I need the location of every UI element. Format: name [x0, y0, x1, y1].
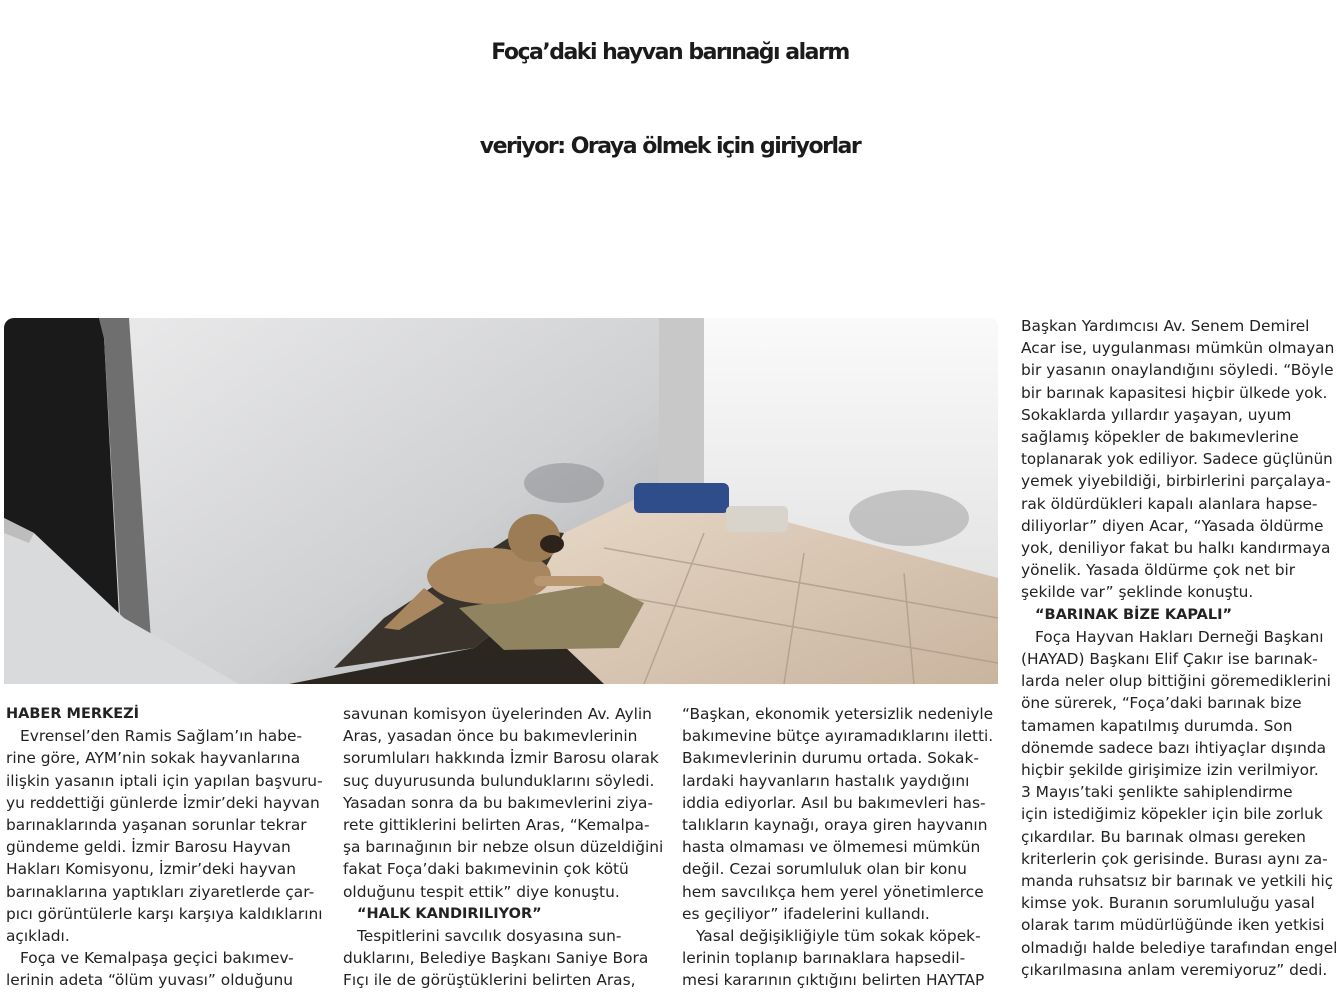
text-line: kimse yok. Buranın sorumluluğu yasal — [1021, 894, 1315, 913]
text-line: Foça ve Kemalpaşa geçici bakımev- — [20, 949, 294, 968]
column-4-text-a — [1021, 315, 1337, 604]
text-line: pıcı görüntülerle karşı karşıya kaldıklarını — [6, 904, 323, 923]
text-line: lerinin adeta “ölüm yuvası” olduğunu — [6, 971, 294, 990]
text-line: yok, deniliyor fakat bu halkı kandırmaya — [1021, 539, 1331, 558]
text-line: talıkların kaynağı, oraya giren hayvanın — [682, 816, 988, 835]
text-line: es geçiliyor” ifadelerini kullandı. — [682, 904, 930, 923]
column-1 — [6, 703, 326, 992]
text-line: rete gittiklerini belirten Aras, “Kemalpa- — [343, 816, 650, 835]
column-3-text — [682, 703, 1002, 992]
text-line: çıkardılar. Bu barınak olması gereken — [1021, 827, 1306, 846]
text-line: Hakları Komisyonu, İzmir’deki hayvan — [6, 860, 296, 879]
text-line: larda neler olup bittiğini göremediklerini — [1021, 672, 1331, 691]
text-line: olmadığı halde belediye tarafından engel — [1021, 938, 1338, 957]
text-line: iddia ediyorlar. Asıl bu bakımevleri has- — [682, 793, 986, 812]
text-line: olarak tarım müdürlüğünde iken yetkisi — [1021, 916, 1325, 935]
text-line: suç duyurusunda bulunduklarını söyledi. — [343, 771, 655, 790]
text-line: manda ruhsatsız bir barınak ve yetkili hiç — [1021, 872, 1333, 891]
column-2-text-b — [343, 925, 663, 992]
text-line: “Başkan, ekonomik yetersizlik nedeniyle — [682, 705, 994, 723]
deck — [0, 206, 1340, 293]
text-line: barınaklarında yaşanan sorunlar tekrar — [6, 816, 307, 835]
text-line: Fıçı ile de görüştüklerini belirten Aras, — [343, 971, 636, 990]
byline: HABER MERKEZİ — [6, 706, 140, 722]
headline-line-1: Foça’daki hayvan barınağı alarm — [491, 40, 849, 65]
text-line: Foça Hayvan Hakları Derneği Başkanı — [1035, 627, 1324, 646]
column-4-text-b — [1021, 626, 1337, 981]
text-line: Başkan Yardımcısı Av. Senem Demirel — [1021, 317, 1310, 335]
text-line: Sokaklarda yıllardır yaşayan, uyum — [1021, 405, 1292, 424]
column-3 — [682, 703, 1002, 992]
text-line: sorumluları hakkında İzmir Barosu olarak — [343, 749, 659, 768]
text-line: yemek yiyebildiği, birbirlerini parçalaya- — [1021, 472, 1331, 491]
deck-line-1 — [0, 206, 1340, 235]
text-line: Yasadan sonra da bu bakımevlerini ziya- — [343, 793, 654, 812]
text-line: savunan komisyon üyelerinden Av. Aylin — [343, 705, 652, 723]
text-line: rine göre, AYM’nin sokak hayvanlarına — [6, 749, 301, 768]
text-line: Yasal değişikliğiyle tüm sokak köpek- — [696, 927, 981, 946]
text-line: lardaki hayvanların hastalık yaydığını — [682, 771, 970, 790]
text-line: 3 Mayıs’taki şenlikte sahiplendirme — [1021, 783, 1293, 802]
column-2 — [343, 703, 663, 992]
text-line: bir yasanın onaylandığını söyledi. “Böyle — [1021, 361, 1334, 380]
text-line: rak öldürdükleri kapalı alanlara hapse- — [1021, 494, 1318, 513]
headline-line-2: veriyor: Oraya ölmek için giriyorlar — [479, 134, 861, 159]
text-line: dönemde sadece bazı ihtiyaçlar dışında — [1021, 738, 1327, 757]
headline — [0, 6, 1340, 194]
shelter-dog-photo — [4, 318, 998, 684]
column-1-text — [6, 725, 326, 991]
text-line: açıkladı. — [6, 927, 70, 946]
text-line: barınaklarına yaptıkları ziyaretlerde çar- — [6, 882, 315, 901]
text-line: olduğunu tespit ettik” diye konuştu. — [343, 882, 620, 901]
text-line: (HAYAD) Başkanı Elif Çakır ise barınak- — [1021, 650, 1318, 669]
text-line: mesi kararının çıktığını belirten HAYTAP — [682, 971, 985, 990]
text-line: öne sürerek, “Foça’daki barınak bize — [1021, 694, 1302, 713]
text-line: Aras, yasadan önce bu bakımevlerinin — [343, 727, 638, 746]
column-2-text-a — [343, 703, 663, 903]
text-line: lerinin toplanıp barınaklara hapsedil- — [682, 949, 966, 968]
text-line: hiçbir şekilde girişimize izin verilmiyor. — [1021, 761, 1319, 780]
subhead-halk-kandiriliyor: “HALK KANDIRILIYOR” — [357, 905, 542, 922]
text-line: çıkarılmasına anlam veremiyoruz” dedi. — [1021, 960, 1328, 979]
text-line: şa barınağının bir nebze olsun düzeldiğini — [343, 838, 664, 857]
text-line: sağlamış köpekler de bakımevlerine — [1021, 428, 1299, 447]
text-line: için istediğimiz köpekler için bile zorluk — [1021, 805, 1323, 824]
text-line: Acar ise, uygulanması mümkün olmayan — [1021, 339, 1335, 358]
text-line: ilişkin yasanın iptali için yapılan başvuru- — [6, 771, 323, 790]
text-line: gündeme geldi. İzmir Barosu Hayvan — [6, 838, 291, 857]
text-line: tamamen kapatılmış durumda. Son — [1021, 716, 1293, 735]
text-line: diliyorlar” diyen Acar, “Yasada öldürme — [1021, 516, 1324, 535]
text-line: toplanarak yok ediliyor. Sadece güçlünün — [1021, 450, 1333, 469]
text-line: bir barınak kapasitesi hiçbir ülkede yok. — [1021, 383, 1328, 402]
text-line: Evrensel’den Ramis Sağlam’ın habe- — [20, 727, 303, 746]
text-line: fakat Foça’daki bakımevinin çok kötü — [343, 860, 629, 879]
text-line: Bakımevlerinin durumu ortada. Sokak- — [682, 749, 979, 768]
text-line: duklarını, Belediye Başkanı Saniye Bora — [343, 949, 649, 968]
text-line: hasta olmaması ve ölmemesi mümkün — [682, 838, 981, 857]
text-line: şekilde var” şeklinde konuştu. — [1021, 583, 1254, 602]
text-line: yu reddettiği günlerde İzmir’deki hayvan — [6, 793, 320, 812]
text-line: değil. Cezai sorumluluk olan bir konu — [682, 860, 967, 879]
column-4 — [1021, 315, 1337, 981]
text-line: bakımevine bütçe ayıramadıklarını iletti. — [682, 727, 994, 746]
article-photo — [4, 318, 998, 684]
text-line: hem savcılıkça hem yerel yönetimlerce — [682, 882, 984, 901]
text-line: Tespitlerini savcılık dosyasına sun- — [357, 927, 622, 946]
subhead-barinak-bize-kapali: “BARINAK BİZE KAPALI” — [1035, 606, 1233, 623]
deck-line-2 — [0, 235, 1340, 264]
text-line: yönelik. Yasada öldürme çok net bir — [1021, 561, 1296, 580]
deck-line-3 — [0, 264, 1340, 293]
text-line: kriterlerin çok gerisinde. Burası aynı za- — [1021, 849, 1328, 868]
